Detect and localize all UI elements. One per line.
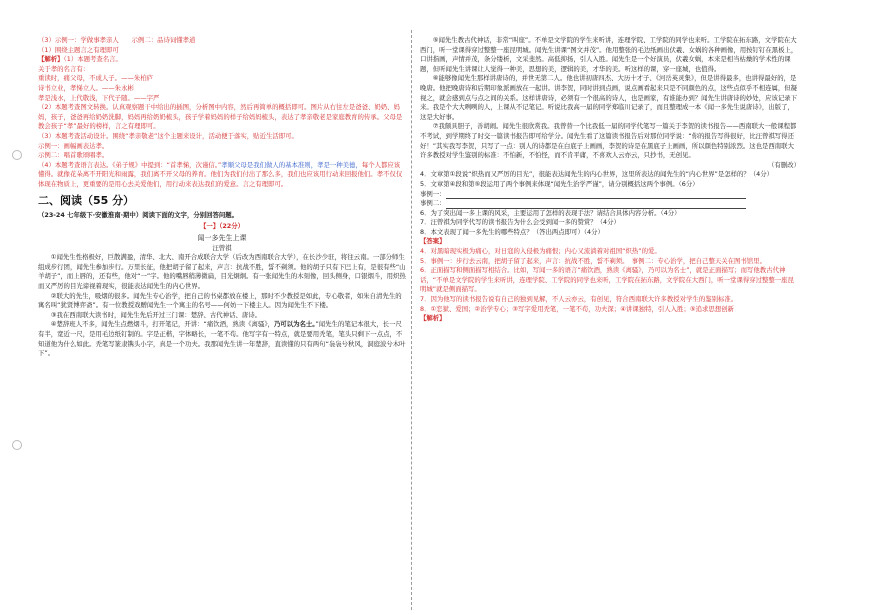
article-paragraph-3: ③我在西南联大读书时，闻先生先后开过三门课：楚辞、古代神话、唐诗。	[50, 310, 262, 319]
answer-8-mid: ；③写字爱用秃笔，一笔不苟，功夫深；	[505, 304, 621, 313]
answer-3b: （1）围绕主题言之有理即可	[38, 45, 119, 54]
article-citation: （有删改）	[768, 160, 800, 169]
answer-8	[420, 305, 800, 315]
parse-label: 【解析】	[38, 55, 64, 64]
answer-blank	[446, 202, 746, 209]
answer-5a	[420, 257, 800, 267]
parse-text: （1）本题考查名言。	[63, 55, 122, 64]
answer-label: 【答案】	[420, 237, 446, 246]
question-5: 5．文章第④段和第⑤段运用了两个事例来体现“闻先生治学严谨”，请分别概括这两个事例。（6分）	[420, 179, 699, 188]
paragraph-4-rest: 每个人都应该懂得。就像花朵离不开阳光和雨露，我们离不开父母的养育。他们为我们付出了那么多，我们也应该用行动来回报他们。孝不仅仅体现在物质上，更重要的是用心去关爱他们，用行动来表达我们的爱意。言之有理即可。	[38, 160, 403, 188]
example-1-label: 事例一：	[420, 189, 446, 198]
answer-8-item: ②治学专心	[474, 304, 506, 313]
answer-5-example-2: 事例二：专心治学，把自己整天关在图书馆里。	[631, 256, 766, 265]
answer-6: 6．正面描写和侧面描写相结合。比如，写闻一多的语言“痛饮酒，熟读《离骚》，乃可以为名士”，就是正面描写；而写他教古代神话，“不单是文学院的学生来听讲，连理学院、工学院的同学也来听，工学院在拓东路，文学院在大西门，听一堂课得穿过整整一座昆明城”就是侧面描写。	[420, 266, 794, 294]
article-paragraph-1: ①闻先生性格极好，巨散满盈，清华、北大、南开合成联合大学（后改为西南联合大学），在长沙少驻，将往云南。一部分师生组成步行团，闻先生参加步行。万里长征，他把胡子留了起来，声言：抗战不胜，誓不剃须。他的胡子只有下巴上有，是很有些“山羊胡子”，而上唇的，还有些，他对“一”字。他的嘴唇稍薄微扁，目光炯炯。有一张闻先生的木刻像，回头侧身，口银烟斗，用炽热而又严厉的目光谛视着现实，很能表达闻先生的内心世界。	[38, 253, 406, 291]
motto-2: 诗书立业，孝悌立人。——朱永彬	[38, 83, 134, 92]
left-column	[38, 36, 406, 359]
analysis-label: 【解析】	[420, 314, 446, 323]
article-paragraph-4-post: ”闻先生的笔记本很大，长一尺有半，宽近一尺，是用毛边纸钉制的。字是正楷，字体略长，一笔不苟。他写字有一特点，就是要用秃笔，笔头只剩下一点点，不知道他为什么如此。秃笔写篆隶镌头小字，真是一个功夫。我那闻先生讲一年楚辞，直读懂的只有两句“袅袅兮秋风，洞庭波兮木叶下”。	[38, 320, 406, 358]
reading-source: （23-24 七年级下·安徽淮南·期中）阅读下面的文字，分别回答问题。	[38, 210, 239, 219]
answer-7: 7．因为他写的读书报告说有自己的独到见解，不人云亦云，有创见，符合西南联大许多教授对学生的鉴别标准。	[420, 295, 738, 304]
parse-line	[38, 55, 406, 65]
paragraph-4	[38, 161, 406, 190]
example-1-line	[420, 190, 800, 200]
article-paragraph-6: ⑥能够像闻先生那样讲唐诗的，并世无第二人。他也讲初唐四杰、大历十才子、《河岳英灵集》，但是讲得最多，也讲得最好的，是晚唐。他把晚唐诗和后期印象派画放在一起讲。讲李贺，同时讲到点画，说点画看起来只是不同颜色的点，这些点似乎不相连属，但凝视之，就会感到点与点之间的关系。这样讲唐诗，必须有一个很高的诗人，也是画家，有谁能办到？闻先生讲唐诗的妙处，应该记录下来。我是个大大咧咧的人，上课从不记笔记。听说比我高一届的同学郑临川记录了，而且整理成一本《闻一多先生说唐诗》，出版了，这是大好事。	[420, 74, 798, 121]
article-paragraph-2: ②联大的先生，吸烟的很多。闻先生专心治学，把自己的书桌都放在楼上，那时不少教授是如此，专心敬者，如朱自清先生的寓名叫“犹贤博弈斋”。有一位教授戏赠闻先生一个寓主的名号——何妨一下楼主人。因为闻先生不下楼。	[38, 291, 402, 310]
right-column	[420, 36, 800, 324]
paragraph-4-lead: （4）本题考查语言表达。《弟子规》中提到：“首孝悌，次谨信。”	[38, 160, 222, 169]
question-7: 7．汪曾祺为同学代写的读书报告为什么会受到闻一多的赞赏？（4分）	[420, 218, 620, 227]
paragraph-4-quote: 孝顺父母是我们做人的基本准则，孝是一种美德，	[221, 160, 362, 169]
example-2: 示例二：唱首歌颂唱孝。	[38, 151, 109, 160]
column-divider	[411, 30, 412, 610]
answer-8-item: ④讲课独特，引人入胜；	[620, 304, 690, 313]
question-8: 8．本文表现了闻一多先生的哪些特点？（答出两点即可）（4分）	[420, 227, 604, 236]
part-label: 【一】（22分）	[199, 222, 245, 231]
answer-3: （3）示例一：学做事孝亲人 示例二：品诗词懂孝道	[38, 36, 196, 44]
paragraph-3: （3）本题考查活动设计。围绕“孝亲敬老”这个主题来设计，活动便于落实，贴近生活即可。	[38, 131, 298, 140]
motto-intro: 关于孝的名言有：	[38, 64, 90, 73]
answer-8-item: ⑤追求思想创新	[689, 304, 734, 313]
article-paragraph-4-pre: ④楚辞班人不多，闻先生点燃烟斗，打开笔记，开讲：“痛饮酒，熟读《离骚》，	[50, 320, 274, 329]
example-2-line	[420, 199, 800, 209]
article-title: 闻一多先生上课	[197, 233, 247, 242]
section-2-heading: 二、阅读（55 分）	[38, 193, 135, 207]
motto-3: 孝是浅水，上代敬浅，下代子随。——字严	[38, 93, 160, 102]
motto-1: 重读时，痛父母，不成人子。——朱柏庐	[38, 74, 154, 83]
answer-5-example-1: 5．事例一：步行去云南，把胡子留了起来，声言：抗战不胜，誓不剃须。	[420, 256, 626, 265]
article-paragraph-4-quote: 乃可以为名士。	[273, 320, 316, 329]
answer-4: 4．对黑暗现实极为痛心，对日寇的入侵极为痛恨；内心又流淌着对祖国“炽热”的爱。	[420, 247, 661, 256]
answer-8-pre: 8．①恋狱、爱国；	[420, 304, 475, 313]
article-author: 汪曾祺	[212, 243, 232, 252]
binding-hole-mark	[12, 440, 22, 450]
paragraph-2: （2）本题考查图文转换。认真观察题干中给出的插图，分析图中内容，然后再简单的概括即可。图片从右往左是爸爸、奶奶、妈妈，孩子，爸爸再给奶奶洗脚，妈妈再给奶奶梳头，孩子学着妈妈的样子给妈妈梳头，表达了孝亲敬老是家庭教育的传承。父母是教会孩子“孝”最好的榜样，言之有理即可。	[38, 103, 403, 131]
article-paragraph-5: ⑤闻先生教古代神话，非常“叫座”。不单是文学院的学生来听讲，连理学院、工学院的同学也来听。工学院在拓东路，文学院在大西门，听一堂课得穿过整整一座昆明城。闻先生讲课“图文并茂”。他用整张的毛边纸画出伏羲、女娲的各种画像，用按钉钉在黑板上，口讲指画，声情并茂，条分缕析，文采斐然。高低抑扬，引人入胜。闻先生是一个好演员，伏羲女娲，本来是相当枯燥的学术性的课题，但听闻先生讲课让人觉得一种美，思想的美，逻辑的美，才华的美。听这样的课，穿一座城，也值得。	[420, 36, 798, 73]
article-paragraph-7: ⑦我颇具胆子，善胡闹。闻先生很欣赏我。我曾替一个比我低一届的同学代笔写一篇关于李贺的读书报告——西南联大一般课程都不考试，到学期终了时交一篇读书报告即可给学分。闻先生看了这篇读书报告后对那位同学说：“你的报告写得很好，比汪曾祺写得还好！”其实我写李贺，只写了一点：别人的诗都是在白底子上画画，李贺的诗是在黑底子上画画，所以颜色特别浓烈。这也是西南联大许多教授对学生鉴别的标准：不怕新，不怕怪，而不肯平庸，不喜欢人云亦云，只抄书，无创见。	[420, 122, 797, 160]
example-1: 示例一：画幅画表达孝。	[38, 141, 109, 150]
example-2-label: 事例二：	[420, 199, 446, 208]
question-6: 6．为了突出闻一多上课的风采，主要运用了怎样的表现手法？请结合具体内容分析。（4分）	[420, 208, 681, 217]
binding-hole-mark	[12, 150, 22, 160]
answer-blank	[446, 192, 746, 199]
article-paragraph-4	[38, 320, 406, 358]
question-4: 4．文章第①段说“炽热而又严厉的目光”，很能表达闻先生的内心世界，这里所表达的闻先生的“内心世界”是怎样的？（4分）	[420, 170, 774, 179]
